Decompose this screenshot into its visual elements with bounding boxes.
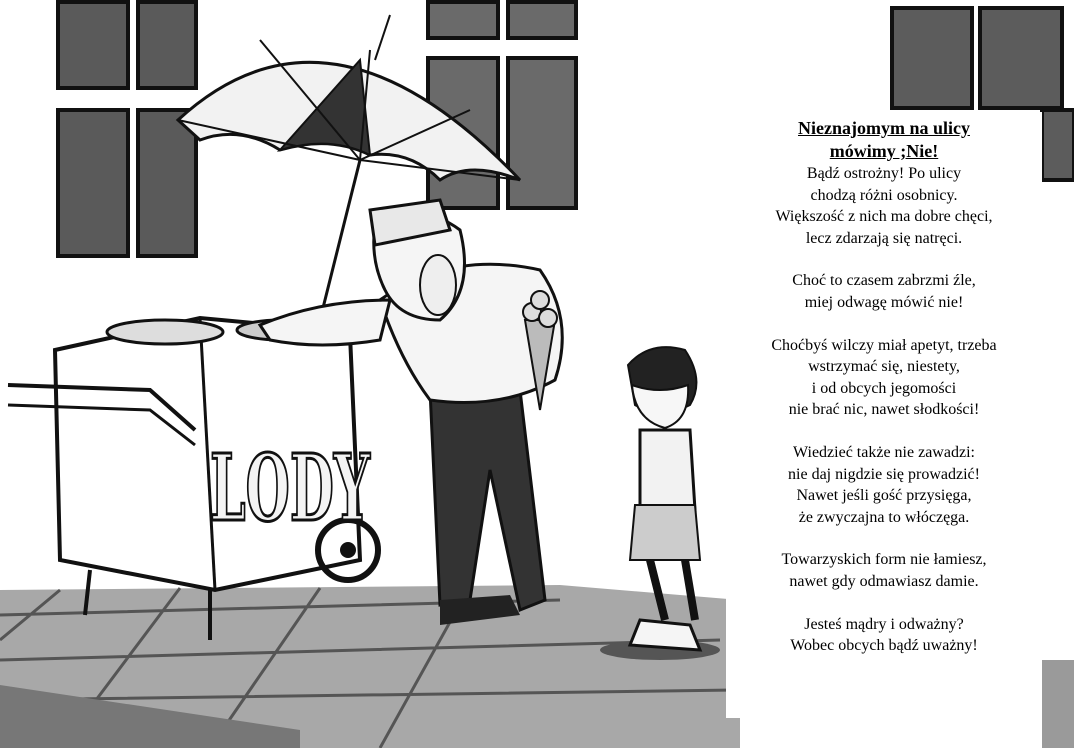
poem-line: wstrzymać się, niestety, [808,358,960,376]
poem-stanza [726,442,1042,528]
poem-stanza [726,270,1042,313]
poem-title [726,117,1042,163]
poem-line: nie brać nic, nawet słodkości! [788,401,980,419]
poem-line: że zwyczajna to włóczęga. [798,508,970,526]
poem-stanza [726,335,1042,421]
window-left [58,2,196,256]
poem-line: i od obcych jegomości [811,379,957,397]
poem-line: nie daj nigdzie się prowadzić! [788,465,980,483]
poem-line: lecz zdarzają się natręci. [805,229,963,247]
poem-panel [726,112,1042,718]
poem-stanza [726,549,1042,592]
poem-title-line: Nieznajomym na ulicy [798,118,970,138]
poem-line: Choćbyś wilczy miał apetyt, trzeba [771,336,997,354]
poem-stanza [726,163,1042,249]
poem-line: Wobec obcych bądź uważny! [790,637,978,655]
poem-line: nawet gdy odmawiasz damie. [789,572,979,590]
poem-title-line: mówimy ;Nie! [829,141,939,161]
poem-line: Bądź ostrożny! Po ulicy [806,165,962,182]
poem-stanza [726,614,1042,657]
poem-line: Jesteś mądry i odważny? [804,615,964,633]
poem-line: Towarzyskich form nie łamiesz, [781,551,987,569]
poem-line: chodzą różni osobnicy. [810,186,958,204]
poem-line: Nawet jeśli gość przysięga, [796,487,972,505]
poem-line: Wiedzieć także nie zawadzi: [793,443,975,461]
poem-line: miej odwagę mówić nie! [804,293,964,311]
poem-line: Większość z nich ma dobre chęci, [775,208,993,226]
cart-label: LODY [210,434,371,542]
poem-line: Choć to czasem zabrzmi źle, [792,272,976,290]
